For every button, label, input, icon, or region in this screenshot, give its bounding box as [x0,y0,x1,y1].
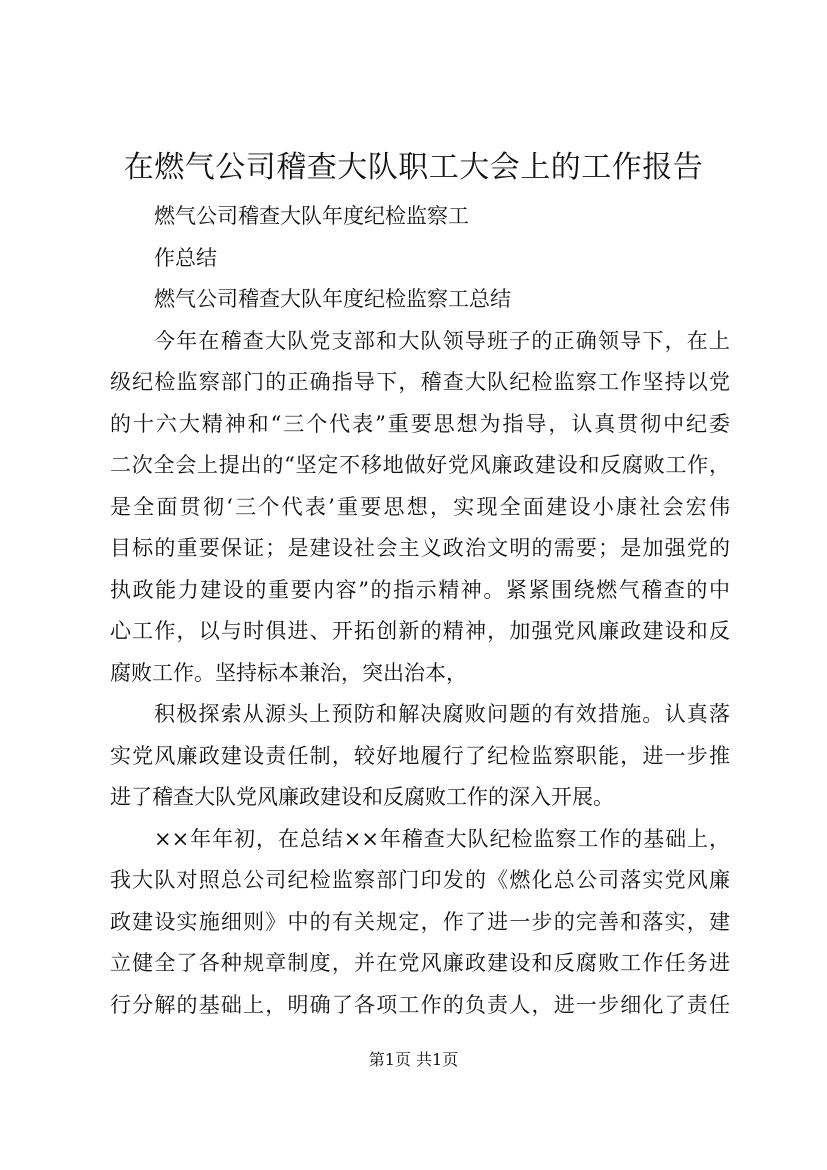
text-line: 我大队对照总公司纪检监察部门印发的《燃化总公司落实党风廉 [110,868,730,892]
text-line: 行分解的基础上，明确了各项工作的负责人，进一步细化了责任 [110,992,730,1017]
text-line: 级纪检监察部门的正确指导下，稽查大队纪检监察工作坚持以党 [110,370,730,394]
text-line: 腐败工作。坚持标本兼治，突出治本， [110,660,467,685]
text-line: 作总结 [154,245,217,270]
text-line: 是全面贯彻‘三个代表’重要思想，实现全面建设小康社会宏伟 [110,494,730,519]
text-line: 今年在稽查大队党支部和大队领导班子的正确领导下，在上 [154,328,730,353]
text-line: 二次全会上提出的“坚定不移地做好党风廉政建设和反腐败工作， [110,453,730,477]
text-line: 进了稽查大队党风廉政建设和反腐败工作的深入开展。 [110,785,614,809]
text-line: ××年年初，在总结××年稽查大队纪检监察工作的基础上， [154,826,730,851]
text-line: 执政能力建设的重要内容”的指示精神。紧紧围绕燃气稽查的中 [110,577,730,602]
document-body [110,196,730,1026]
page-footer: 第1页 共1页 [368,1050,459,1069]
text-line: 心工作，以与时俱进、开拓创新的精神，加强党风廉政建设和反 [110,619,730,643]
document-title: 在燃气公司稽查大队职工大会上的工作报告 [123,150,704,185]
text-line: 目标的重要保证；是建设社会主义政治文明的需要；是加强党的 [110,536,730,560]
text-line: 的十六大精神和“三个代表”重要思想为指导，认真贯彻中纪委 [110,411,730,436]
text-line: 政建设实施细则》中的有关规定，作了进一步的完善和落实，建 [110,909,730,934]
text-line: 积极探索从源头上预防和解决腐败问题的有效措施。认真落 [154,702,730,726]
text-line: 燃气公司稽查大队年度纪检监察工总结 [154,287,511,311]
text-line: 立健全了各种规章制度，并在党风廉政建设和反腐败工作任务进 [110,951,730,975]
text-line: 燃气公司稽查大队年度纪检监察工 [154,204,469,228]
text-line: 实党风廉政建设责任制，较好地履行了纪检监察职能，进一步推 [110,743,730,768]
